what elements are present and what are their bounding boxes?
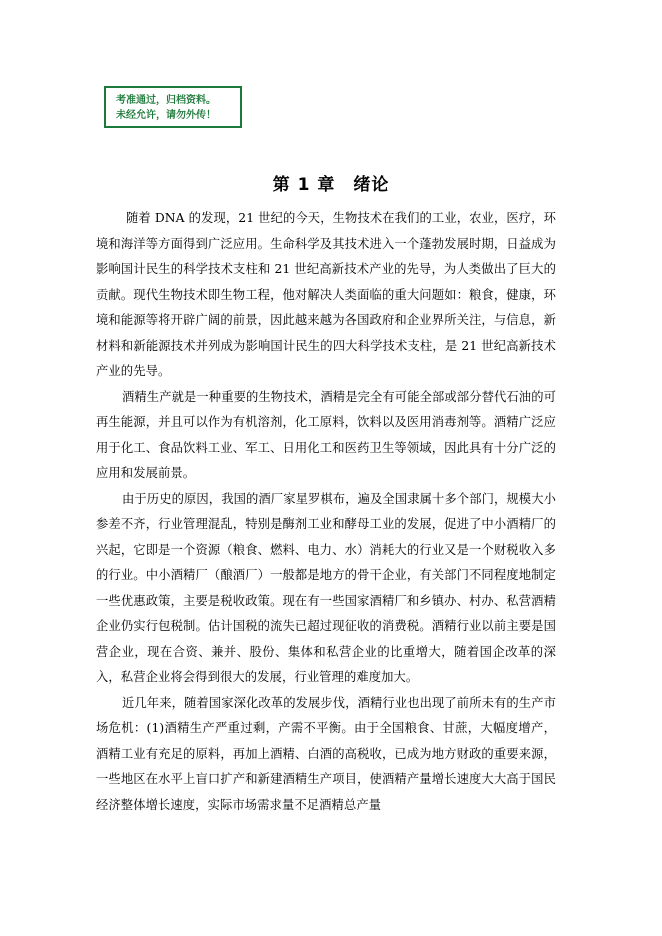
stamp-line-1: 考准通过，归档资料。 [116,95,216,106]
chapter-body [96,206,556,818]
paragraph-2: 酒精生产就是一种重要的生物技术，酒精是完全有可能全部或部分替代石油的可再生能源，并且可以作为有机溶剂，化工原料，饮料以及医用消毒剂等。酒精广泛应用于化工、食品饮料工业、军工、日用化工和医药卫生等领域，因此具有十分广泛的应用和发展前景。 [96,389,556,480]
paragraph-3: 由于历史的原因，我国的酒厂家星罗棋布，遍及全国隶属十多个部门，规模大小参差不齐，行业管理混乱，特别是酶剂工业和酵母工业的发展，促进了中小酒精厂的兴起，它即是一个资源（粮食、燃料、电力、水）消耗大的行业又是一个财税收入多的行业。中小酒精厂（酿酒厂）一般都是地方的骨干企业，有关部门不同程度地制定一些优惠政策，主要是税收政策。现在有一些国家酒精厂和乡镇办、村办、私营酒精企业仍实行包税制。估计国税的流失已超过现征收的消费税。酒精行业以前主要是国营企业，现在合资、兼并、股份、集体和私营企业的比重增大，随着国企改革的深入，私营企业将会得到很大的发展，行业管理的难度加大。 [96,491,556,684]
stamp-line-2: 未经允许，请勿外传！ [116,110,216,121]
approval-stamp [104,86,242,128]
chapter-heading [0,173,662,197]
chapter-title-text: 绪论 [353,175,390,195]
paragraph-1: 随着 DNA 的发现，21 世纪的今天，生物技术在我们的工业，农业，医疗，环境和海洋等方面得到广泛应用。生命科学及其技术进入一个蓬勃发展时期，日益成为影响国计民生的科学技术支柱和 21 世纪高新技术产业的先导，为人类做出了巨大的贡献。现代生物技术即生物工程，他对解决人类面临的重大问题如：粮食，健康，环境和能源等将开辟广阔的前景，因此越来越为各国政府和企业界所关注，与信息，新材料和新能源技术并列成为影响国计民生的四大科学技术支柱，是 21 世纪高新技术产业的先导。 [96,211,556,378]
chapter-number: 第 1 章 [272,175,336,195]
paragraph-4: 近几年来，随着国家深化改革的发展步伐，酒精行业也出现了前所未有的生产市场危机：(1)酒精生产严重过剩，产需不平衡。由于全国粮食、甘蔗，大幅度增产，酒精工业有充足的原料，再加上酒精、白酒的高税收，已成为地方财政的重要来源，一些地区在水平上盲口扩产和新建酒精生产项目，使酒精产量增长速度大大高于国民经济整体增长速度，实际市场需求量不足酒精总产量 [96,695,556,812]
